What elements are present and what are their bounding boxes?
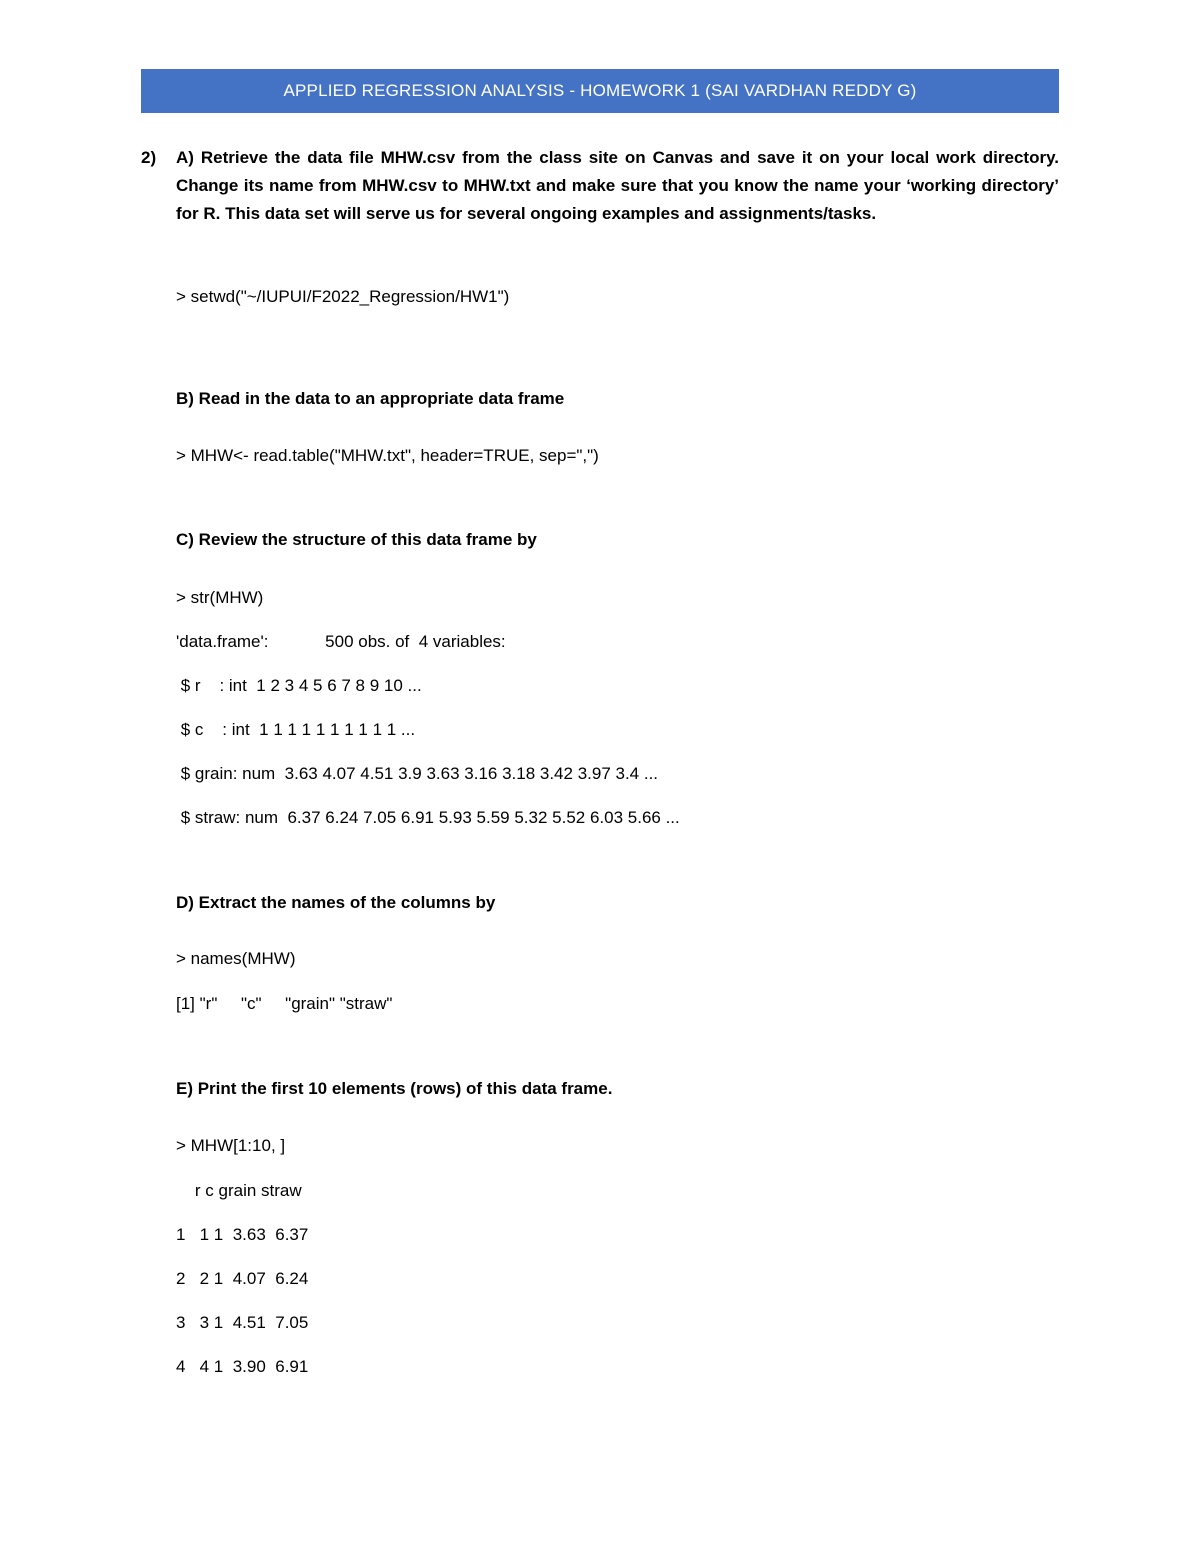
part-c-code: > str(MHW) — [176, 588, 264, 607]
part-c-output-line: 'data.frame': 500 obs. of 4 variables: — [176, 632, 506, 651]
question-number: 2) — [141, 148, 157, 167]
part-b-prompt: B) Read in the data to an appropriate data frame — [176, 389, 565, 408]
part-e-output-row: 3 3 1 4.51 7.05 — [176, 1313, 309, 1332]
part-d-output: [1] "r" "c" "grain" "straw" — [176, 994, 393, 1013]
part-d-prompt: D) Extract the names of the columns by — [176, 893, 496, 912]
part-e-output-row: 1 1 1 3.63 6.37 — [176, 1225, 309, 1244]
part-a-code: > setwd("~/IUPUI/F2022_Regression/HW1") — [176, 287, 510, 306]
part-c-prompt: C) Review the structure of this data frame by — [176, 530, 537, 549]
part-e-output-row: 2 2 1 4.07 6.24 — [176, 1269, 309, 1288]
part-c-output-line: $ r : int 1 2 3 4 5 6 7 8 9 10 ... — [176, 676, 422, 695]
part-b-code: > MHW<- read.table("MHW.txt", header=TRUE, sep=",") — [176, 446, 599, 465]
document-header: APPLIED REGRESSION ANALYSIS - HOMEWORK 1 (SAI VARDHAN REDDY G) — [141, 69, 1059, 113]
part-d-code: > names(MHW) — [176, 949, 296, 968]
part-a-prompt: A) Retrieve the data file MHW.csv from the class site on Canvas and save it on your local work directory. Change its name from MHW.csv to MHW.txt and make sure that you know the name your ‘working directory’ for R. This data set will serve us for several ongoing examples and assignments/tasks. — [176, 148, 1059, 223]
part-c-output-line: $ grain: num 3.63 4.07 4.51 3.9 3.63 3.16 3.18 3.42 3.97 3.4 ... — [176, 764, 659, 783]
part-e-prompt: E) Print the first 10 elements (rows) of this data frame. — [176, 1079, 613, 1098]
part-e-code: > MHW[1:10, ] — [176, 1136, 286, 1155]
part-c-output-line: $ c : int 1 1 1 1 1 1 1 1 1 1 ... — [176, 720, 416, 739]
part-e-output-row: 4 4 1 3.90 6.91 — [176, 1357, 309, 1376]
part-e-output-header: r c grain straw — [176, 1181, 302, 1200]
part-c-output-line: $ straw: num 6.37 6.24 7.05 6.91 5.93 5.59 5.32 5.52 6.03 5.66 ... — [176, 808, 680, 827]
